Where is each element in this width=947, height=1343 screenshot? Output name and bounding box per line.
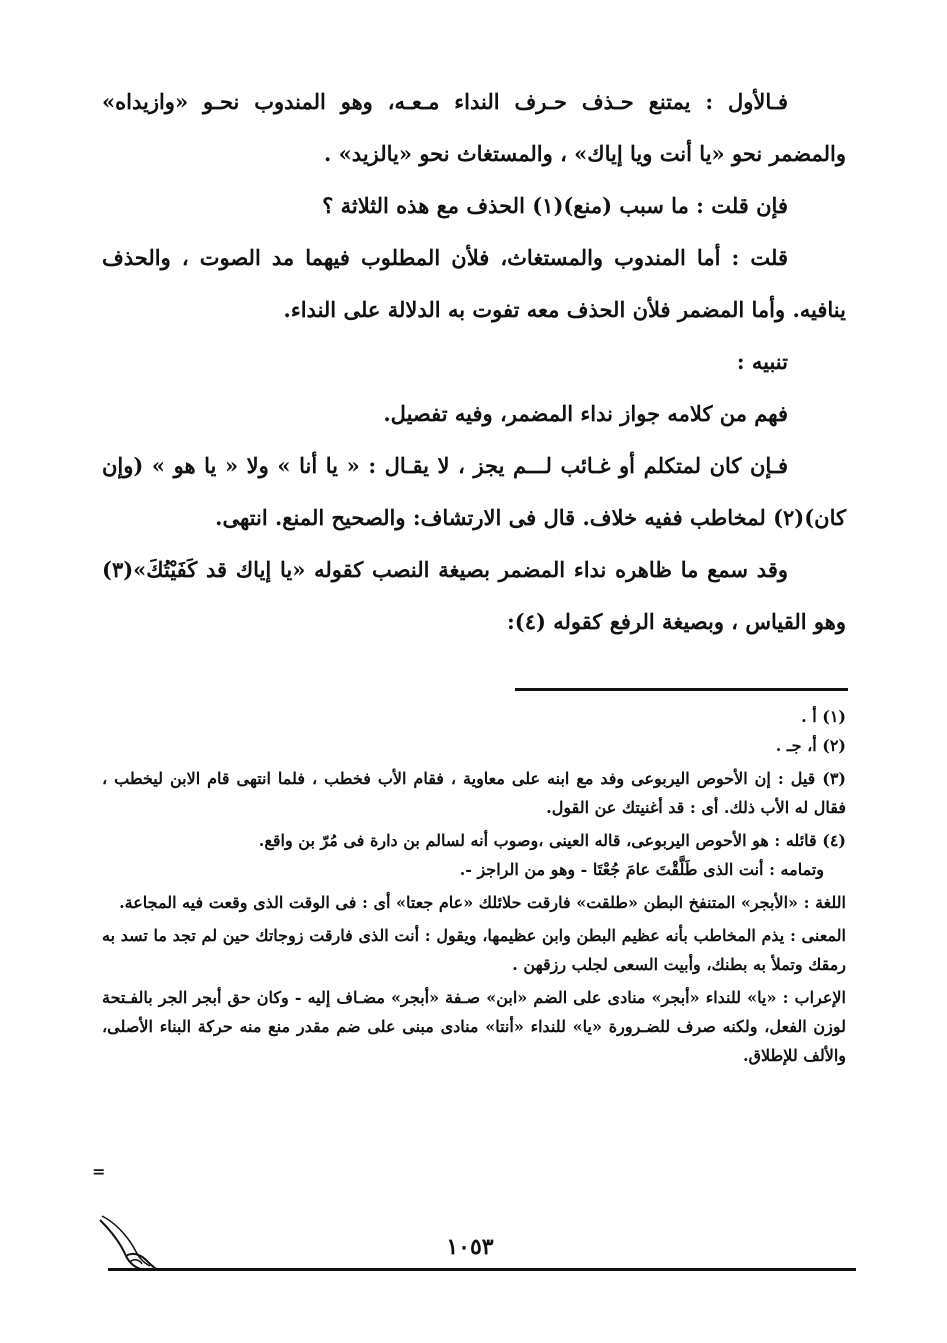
paragraph-7: وقد سمع ما ظاهره نداء المضمر بصيغة النصب كقوله «يا إياك قد كَفَيْتُكَ»(٣) وهو القياس ، وبصيغة الرفع كقوله (٤): [102, 557, 846, 634]
notice-heading: تنبيه : [736, 349, 788, 374]
paragraph-2: فإن قلت : ما سبب (منع)(١) الحذف مع هذه الثلاثة ؟ [322, 193, 788, 218]
language-text: «الأبجر» المتنفخ البطن «طلقت» فارقت حلائلك «عام جعتا» أى : فى الوقت الذى وقعت فيه المجاعة. [119, 893, 799, 912]
footnote-3: (٣) قيل : إن الأحوص اليربوعى وفد مع ابنه على معاوية ، فقام الأب فخطب ، فلما انتهى قام الابن ليخطب ، فقال له الأب ذلك. أى : قد أغنيتك عن القول. [102, 769, 846, 817]
paragraph-1: فـالأول : يمتنع حـذف حـرف النداء مـعـه، وهو المندوب نحـو «وازيداه» والمضمر نحو «يا أنت ويا إياك» ، والمستغاث نحو «يالزيد» . [102, 89, 846, 166]
paragraph-5: فهم من كلامه جواز نداء المضمر، وفيه تفصيل. [383, 401, 788, 426]
main-text [102, 76, 846, 648]
footnote-4-meaning [102, 921, 846, 979]
bottom-rule [108, 1268, 856, 1271]
continuation-mark: = [92, 1162, 106, 1181]
footnotes [102, 702, 846, 1070]
parsing-text: «يا» للنداء «أبجر» منادى على الضم «ابن» صـفة «أبجر» مضـاف إليه - وكان حق أبجر الجر بالفـتحة لوزن الفعل، ولكنه صرف للضـرورة «يا» للنداء «أنتا» منادى مبنى على ضم مقدر منع منه حركة البناء الأصلى، والألف للإطلاق. [102, 988, 846, 1065]
footnote-4-parsing [102, 983, 846, 1070]
paragraph-6: فـإن كان لمتكلم أو غـائب لـــم يجز ، لا يقـال : « يا أنا » ولا « يا هو » (وإن كان)(٢) لمخاطب ففيه خلاف. قال فى الارتشاف: والصحيح المنع. انتهى. [102, 453, 846, 530]
footnote-4-source: (٤) قائله : هو الأحوص اليربوعى، قاله العينى ،وصوب أنه لسالم بن دارة فى مُرّ بن واقع. [258, 831, 846, 850]
meaning-text: يذم المخاطب بأنه عظيم البطن وابن عظيمها، ويقول : أنت الذى فارقت زوجاتك حين لم تجد ما تسد به رمقك وتملأ به بطنك، وأبيت السعى لجلب رزقهن . [102, 926, 846, 974]
footnote-4-verse: وتمامه : أنت الذى طَلَّقْتَ عامَ جُعْتَا - وهو من الراجز -. [459, 860, 824, 879]
footnote-4-language [102, 888, 846, 917]
meaning-label: المعنى : [789, 926, 847, 945]
footnote-1: (١) أ . [801, 707, 846, 726]
footnote-separator [515, 688, 848, 691]
quill-ornament-icon [96, 1212, 162, 1274]
footnote-2: (٢) أ، جـ . [775, 736, 846, 755]
paragraph-3: قلت : أما المندوب والمستغاث، فلأن المطلوب فيهما مد الصوت ، والحذف ينافيه. وأما المضمر فلأن الحذف معه تفوت به الدلالة على النداء. [102, 245, 846, 322]
parsing-label: الإعراب : [782, 988, 847, 1007]
language-label: اللغة : [803, 893, 846, 912]
page-number: ١٠٥٣ [446, 1234, 494, 1260]
